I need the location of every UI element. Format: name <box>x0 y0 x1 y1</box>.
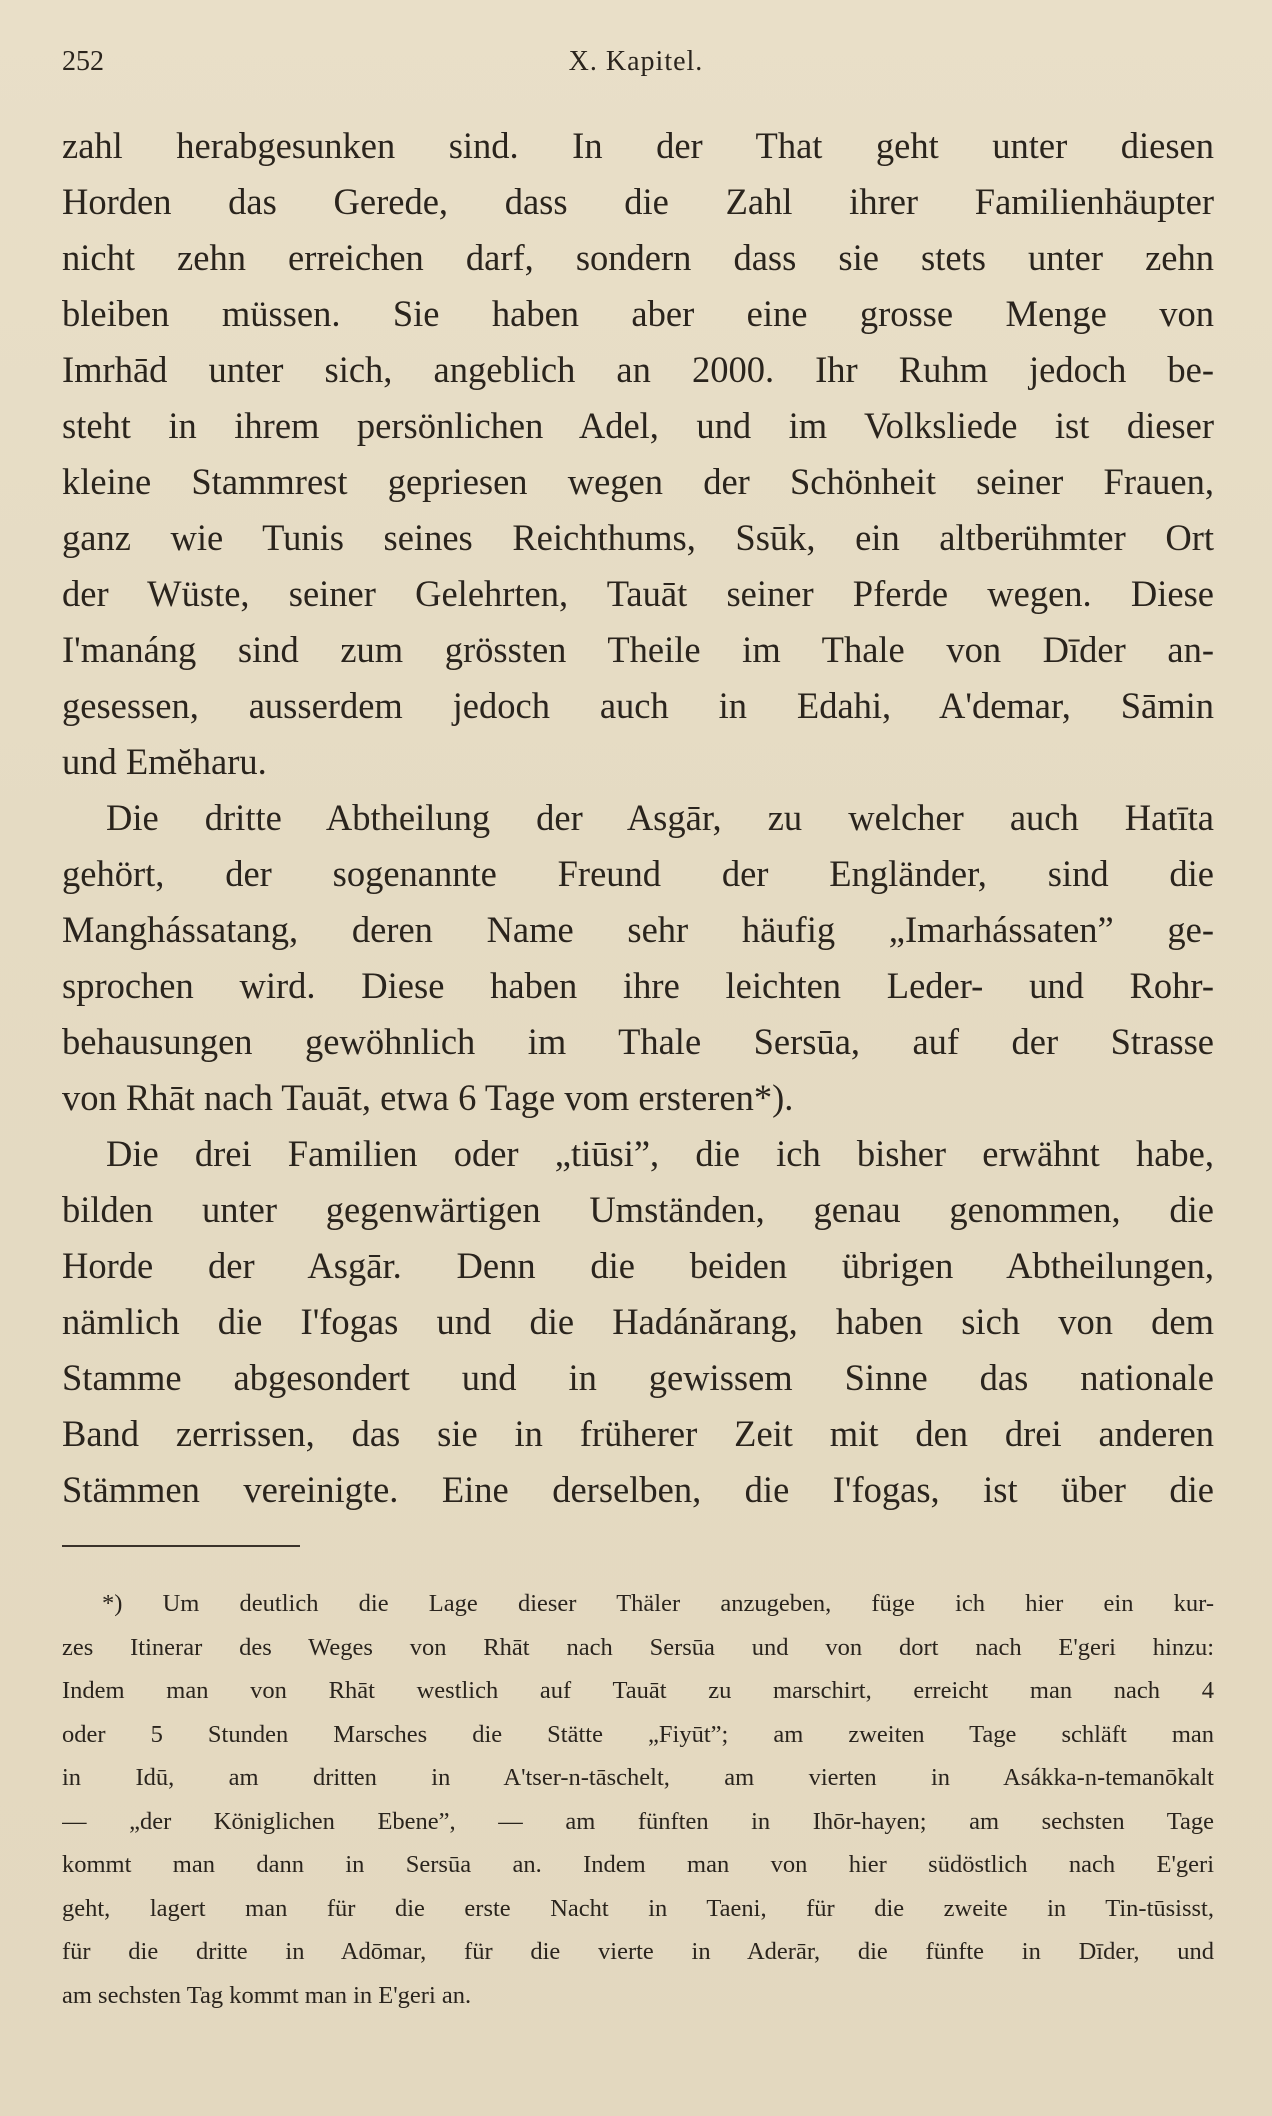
text-line: Die drei Familien oder „tiūsi”, die ich bisher erwähnt habe, <box>106 1133 1214 1174</box>
footnote-divider <box>62 1545 300 1547</box>
text-line: kleine Stammrest gepriesen wegen der Schönheit seiner Frauen, <box>62 461 1214 502</box>
footnote-line: — „der Königlichen Ebene”, — am fünften in Ihōr-hayen; am sechsten Tage <box>62 1807 1214 1835</box>
main-text <box>62 118 1214 1518</box>
footnote-line: Indem man von Rhāt westlich auf Tauāt zu marschirt, erreicht man nach 4 <box>62 1677 1214 1704</box>
footnote-line: für die dritte in Adōmar, für die vierte in Aderār, die fünfte in Dīder, und <box>62 1938 1214 1965</box>
text-line: gesessen, ausserdem jedoch auch in Edahi, A'demar, Sāmin <box>62 685 1214 726</box>
text-line: nicht zehn erreichen darf, sondern dass sie stets unter zehn <box>62 237 1214 278</box>
text-line: und Emĕharu. <box>62 741 267 782</box>
text-line: bilden unter gegenwärtigen Umständen, genau genommen, die <box>62 1189 1214 1230</box>
page-header <box>60 46 1212 86</box>
footnote-line: oder 5 Stunden Marsches die Stätte „Fiyūt”; am zweiten Tage schläft man <box>62 1720 1214 1748</box>
footnote-line: zes Itinerar des Weges von Rhāt nach Sersūa und von dort nach E'geri hinzu: <box>62 1633 1214 1661</box>
text-line: sprochen wird. Diese haben ihre leichten Leder- und Rohr- <box>62 965 1214 1006</box>
footnote <box>62 1582 1214 2017</box>
text-line: der Wüste, seiner Gelehrten, Tauāt seiner Pferde wegen. Diese <box>62 573 1214 614</box>
footnote-line: in Idū, am dritten in A'tser-n-tāschelt, am vierten in Asákka-n-temanōkalt <box>62 1764 1214 1791</box>
text-line: behausungen gewöhnlich im Thale Sersūa, auf der Strasse <box>62 1021 1214 1062</box>
page-number: 252 <box>62 46 104 77</box>
text-line: bleiben müssen. Sie haben aber eine grosse Menge von <box>62 293 1214 334</box>
text-line: steht in ihrem persönlichen Adel, und im Volksliede ist dieser <box>62 405 1214 446</box>
footnote-line: geht, lagert man für die erste Nacht in Taeni, für die zweite in Tin-tūsisst, <box>62 1894 1214 1922</box>
footnote-line: am sechsten Tag kommt man in E'geri an. <box>62 1981 472 2009</box>
text-line: von Rhāt nach Tauāt, etwa 6 Tage vom ersteren*). <box>62 1077 794 1118</box>
footnote-line: kommt man dann in Sersūa an. Indem man von hier südöstlich nach E'geri <box>62 1851 1214 1878</box>
text-line: Imrhād unter sich, angeblich an 2000. Ihr Ruhm jedoch be- <box>62 349 1214 390</box>
text-line: Band zerrissen, das sie in früherer Zeit mit den drei anderen <box>62 1413 1214 1454</box>
text-line: Stämmen vereinigte. Eine derselben, die I'fogas, ist über die <box>62 1469 1214 1510</box>
running-head: X. Kapitel. <box>568 46 704 77</box>
footnote-line: *) Um deutlich die Lage dieser Thäler anzugeben, füge ich hier ein kur- <box>102 1590 1214 1617</box>
text-line: Die dritte Abtheilung der Asgār, zu welcher auch Hatīta <box>106 797 1214 838</box>
text-line: gehört, der sogenannte Freund der Engländer, sind die <box>62 853 1214 894</box>
text-line: I'manáng sind zum grössten Theile im Thale von Dīder an- <box>62 629 1214 670</box>
text-line: zahl herabgesunken sind. In der That geht unter diesen <box>62 125 1214 166</box>
text-line: Horden das Gerede, dass die Zahl ihrer Familienhäupter <box>62 181 1214 222</box>
text-line: ganz wie Tunis seines Reichthums, Ssūk, ein altberühmter Ort <box>62 517 1214 558</box>
text-line: Horde der Asgār. Denn die beiden übrigen Abtheilungen, <box>62 1245 1214 1286</box>
text-line: Stamme abgesondert und in gewissem Sinne das nationale <box>62 1357 1214 1398</box>
text-line: nämlich die I'fogas und die Hadánărang, haben sich von dem <box>62 1301 1214 1342</box>
text-line: Manghássatang, deren Name sehr häufig „Imarhássaten” ge- <box>62 909 1214 950</box>
